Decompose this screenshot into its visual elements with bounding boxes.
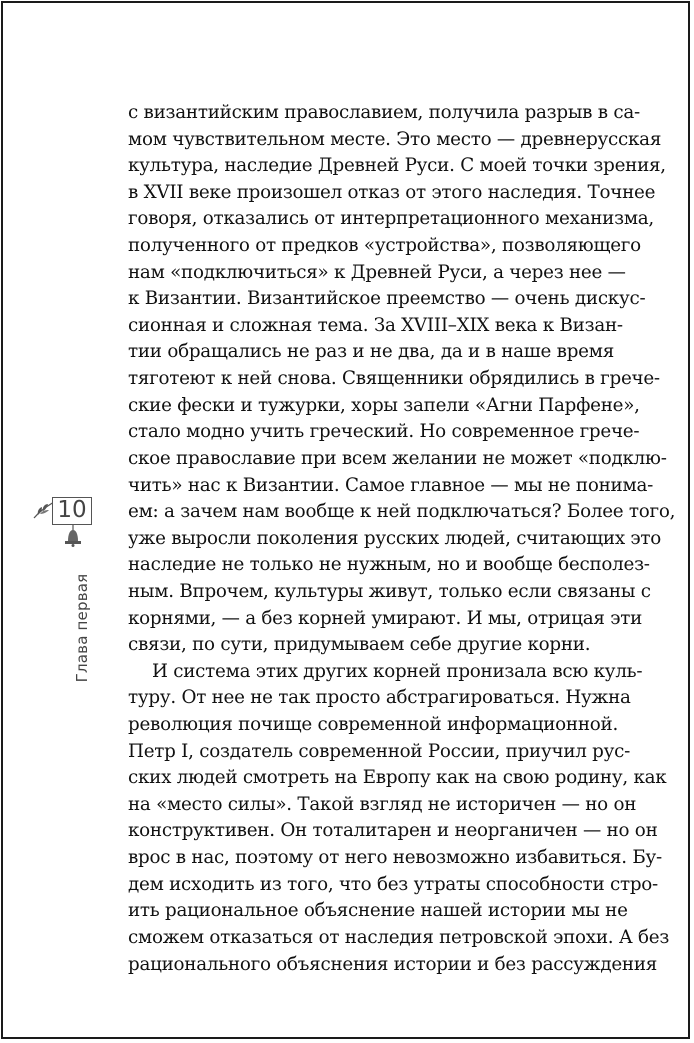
text-line: с византийским православием, получила разрыв в са- (128, 102, 640, 123)
text-line: ить рациональное объяснение нашей истории мы не (128, 900, 628, 922)
text-line: революция почище современной информационной. (128, 714, 619, 736)
text-line: ское православие при всем желании не может «подклю- (128, 447, 667, 469)
chapter-title: Глава первая (73, 573, 91, 683)
text-line: туру. От нее не так просто абстрагироваться. Нужна (128, 687, 631, 709)
text-line: ем: а зачем нам вообще к ней подключаться? Более того, (128, 501, 676, 523)
text-line: чить» нас к Византии. Самое главное — мы не понима- (128, 474, 654, 496)
text-line: в XVII веке произошел отказ от этого наследия. Точнее (128, 181, 656, 203)
bell-ornament-icon (64, 525, 82, 547)
text-line: говоря, отказались от интерпретационного механизма, (128, 208, 654, 230)
text-line: стало модно учить греческий. Но современное грече- (128, 421, 640, 443)
text-line: тяготеют к ней снова. Священники обрядились в грече- (128, 368, 660, 390)
text-line: ских людей смотреть на Европу как на свою родину, как (128, 767, 667, 789)
text-line: тии обращались не раз и не два, да и в наше время (128, 341, 614, 363)
text-line: культура, наследие Древней Руси. С моей точки зрения, (128, 155, 666, 177)
text-line: сможем отказаться от наследия петровской эпохи. А без (128, 926, 670, 948)
text-line: ным. Впрочем, культуры живут, только если связаны с (128, 580, 651, 602)
page-margin-marker (44, 495, 92, 705)
text-line: корнями, — а без корней умирают. И мы, отрицая эти (128, 607, 643, 629)
text-line: конструктивен. Он тоталитарен и неорганичен — но он (128, 820, 658, 842)
text-line: нам «подключиться» к Древней Руси, а через нее — (128, 261, 626, 283)
text-line: связи, по сути, придумываем себе другие корни. (128, 634, 591, 656)
text-line: Петр I, создатель современной России, приучил рус- (128, 740, 631, 762)
text-line: мом чувствительном месте. Это место — древнерусская (128, 128, 662, 150)
text-line: рационального объяснения истории и без рассуждения (128, 953, 658, 975)
text-line: И система этих других корней пронизала всю куль- (152, 660, 643, 682)
text-line: ские фески и тужурки, хоры запели «Агни Парфене», (128, 394, 640, 416)
chapter-label (72, 553, 92, 703)
text-line: уже выросли поколения русских людей, считающих это (128, 527, 662, 549)
text-line: к Византии. Византийское преемство — очень дискус- (128, 288, 646, 310)
text-line: полученного от предков «устройства», позволяющего (128, 235, 641, 257)
text-line: дем исходить из того, что без утраты способности стро- (128, 873, 658, 895)
page-number: 10 (52, 497, 92, 525)
text-line: на «место силы». Такой взгляд не историчен — но он (128, 793, 637, 815)
text-line: врос в нас, поэтому от него невозможно избавиться. Бу- (128, 847, 662, 869)
body-text (128, 100, 676, 978)
text-line: сионная и сложная тема. За XVIII–XIX века к Визан- (128, 314, 623, 336)
text-line: наследие не только не нужным, но и вообще бесполез- (128, 554, 650, 576)
